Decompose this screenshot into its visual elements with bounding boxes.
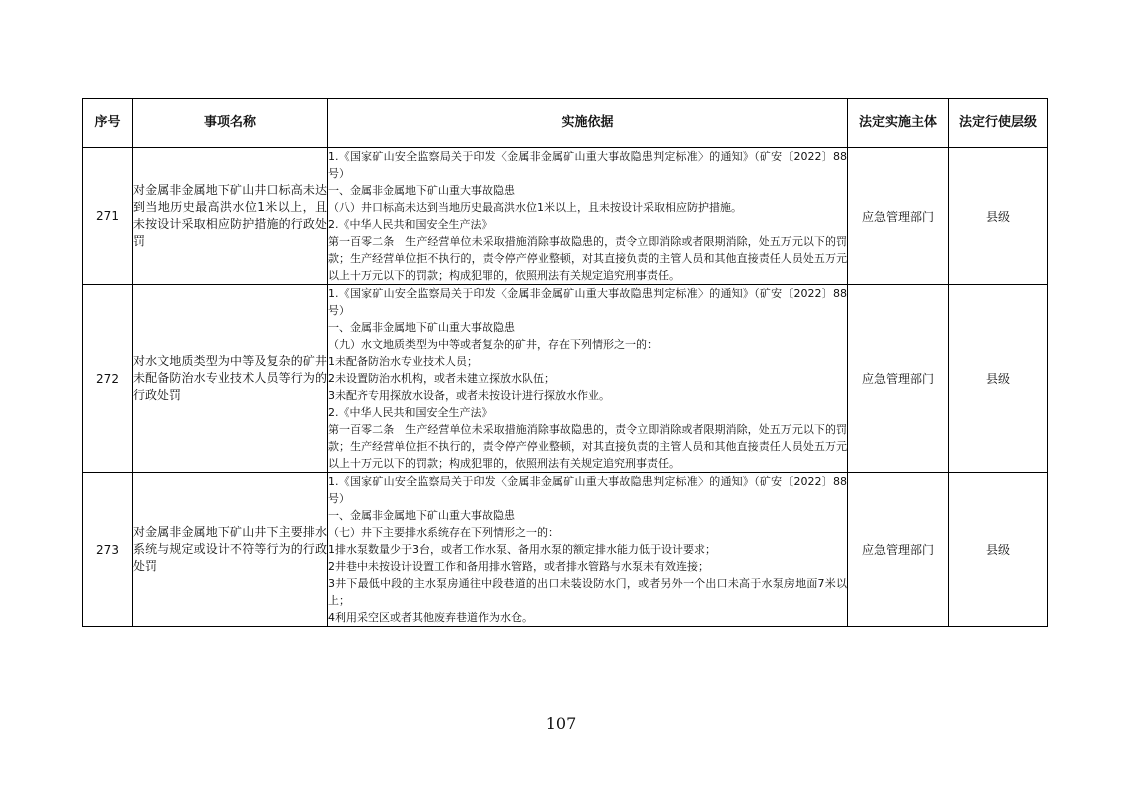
basis-line: 1排水泵数量少于3台，或者工作水泵、备用水泵的额定排水能力低于设计要求；	[328, 543, 716, 556]
row-legal-basis	[328, 285, 848, 473]
row-item-name: 对金属非金属地下矿山井口标高未达到当地历史最高洪水位1米以上，且未按设计采取相应防护措施的行政处罚	[133, 148, 328, 285]
basis-line: 2未设置防治水机构，或者未建立探放水队伍；	[328, 372, 555, 385]
row-implementing-body: 应急管理部门	[848, 148, 949, 285]
basis-line: 1.《国家矿山安全监察局关于印发〈金属非金属矿山重大事故隐患判定标准〉的通知》（矿安〔2022〕88号）	[328, 150, 847, 180]
basis-line: 3未配齐专用探放水设备，或者未按设计进行探放水作业。	[328, 389, 610, 402]
table-row	[83, 148, 1048, 285]
basis-line: 1.《国家矿山安全监察局关于印发〈金属非金属矿山重大事故隐患判定标准〉的通知》（矿安〔2022〕88号）	[328, 475, 847, 505]
table-row	[83, 285, 1048, 473]
header-serial-number: 序号	[83, 99, 133, 148]
basis-line: 一、金属非金属地下矿山重大事故隐患	[328, 509, 515, 522]
header-implementing-body: 法定实施主体	[848, 99, 949, 148]
page-number: 107	[545, 714, 577, 733]
header-exercise-level: 法定行使层级	[949, 99, 1048, 148]
row-item-name: 对水文地质类型为中等及复杂的矿井未配备防治水专业技术人员等行为的行政处罚	[133, 285, 328, 473]
basis-line: 4利用采空区或者其他废弃巷道作为水仓。	[328, 611, 533, 624]
row-implementing-body: 应急管理部门	[848, 285, 949, 473]
row-serial-number: 271	[83, 148, 133, 285]
row-item-name: 对金属非金属地下矿山井下主要排水系统与规定或设计不符等行为的行政处罚	[133, 473, 328, 627]
basis-line: 第一百零二条 生产经营单位未采取措施消除事故隐患的，责令立即消除或者限期消除，处五万元以下的罚款；生产经营单位拒不执行的，责令停产停业整顿，对其直接负责的主管人员和其他直接责任人员处五万元以上十万元以下的罚款；构成犯罪的，依照刑法有关规定追究刑事责任。	[328, 423, 847, 470]
basis-line: 一、金属非金属地下矿山重大事故隐患	[328, 321, 515, 334]
basis-line: 3井下最低中段的主水泵房通往中段巷道的出口未装设防水门，或者另外一个出口未高于水泵房地面7米以上；	[328, 577, 847, 607]
basis-line: 1.《国家矿山安全监察局关于印发〈金属非金属矿山重大事故隐患判定标准〉的通知》（矿安〔2022〕88号）	[328, 287, 847, 317]
row-serial-number: 273	[83, 473, 133, 627]
basis-line: 1未配备防治水专业技术人员；	[328, 355, 478, 368]
enforcement-items-table	[82, 98, 1048, 627]
row-exercise-level: 县级	[949, 148, 1048, 285]
row-exercise-level: 县级	[949, 473, 1048, 627]
table-header-row	[83, 99, 1048, 148]
basis-line: 一、金属非金属地下矿山重大事故隐患	[328, 184, 515, 197]
row-legal-basis	[328, 148, 848, 285]
basis-line: 2.《中华人民共和国安全生产法》	[328, 218, 493, 231]
table-row	[83, 473, 1048, 627]
basis-line: 2井巷中未按设计设置工作和备用排水管路，或者排水管路与水泵未有效连接；	[328, 560, 709, 573]
row-legal-basis	[328, 473, 848, 627]
basis-line: 第一百零二条 生产经营单位未采取措施消除事故隐患的，责令立即消除或者限期消除，处五万元以下的罚款；生产经营单位拒不执行的，责令停产停业整顿，对其直接负责的主管人员和其他直接责任人员处五万元以上十万元以下的罚款；构成犯罪的，依照刑法有关规定追究刑事责任。	[328, 235, 847, 282]
basis-line: （八）井口标高未达到当地历史最高洪水位1米以上，且未按设计采取相应防护措施。	[328, 201, 742, 214]
basis-line: （九）水文地质类型为中等或者复杂的矿井，存在下列情形之一的：	[328, 338, 658, 351]
row-implementing-body: 应急管理部门	[848, 473, 949, 627]
basis-line: 2.《中华人民共和国安全生产法》	[328, 406, 493, 419]
header-item-name: 事项名称	[133, 99, 328, 148]
row-serial-number: 272	[83, 285, 133, 473]
row-exercise-level: 县级	[949, 285, 1048, 473]
basis-line: （七）井下主要排水系统存在下列情形之一的：	[328, 526, 559, 539]
header-legal-basis: 实施依据	[328, 99, 848, 148]
